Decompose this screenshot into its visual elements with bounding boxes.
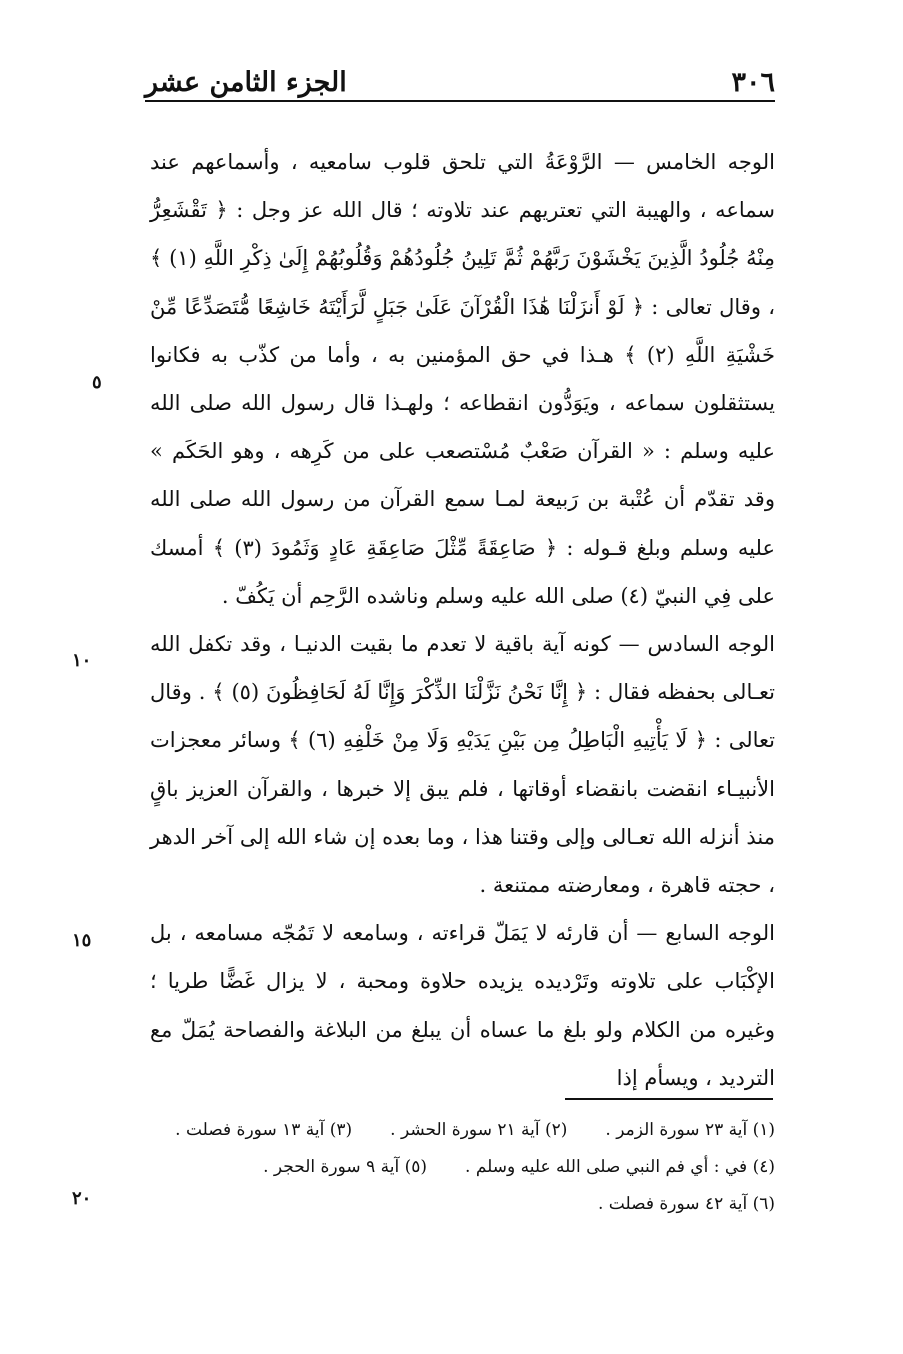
- footnote-rule: [565, 1098, 773, 1100]
- paragraph-sixth-aspect: الوجه السادس — كونه آية باقية لا تعدم ما بقيت الدنيـا ، وقد تكفل الله تعـالى بحفظه فقال : ﴿ إِنَّا نَحْنُ نَزَّلْنَا الذِّكْرَ وَإِنَّا لَهُ لَحَافِظُونَ (٥) ﴾ . وقال تعالى : ﴿ لَا يَأْتِيهِ الْبَاطِلُ مِن بَيْنِ يَدَيْهِ وَلَا مِنْ خَلْفِهِ (٦) ﴾ وسائر معجزات الأنبيـاء انقضت بانقضاء أوقاتها ، فلم يبق إلا خبرها ، والقرآن العزيز باقٍ منذ أنزله الله تعـالى وإلى وقتنا هذا ، وما بعده إن شاء الله إلى آخر الدهر ، حجته قاهرة ، ومعارضته ممتنعة .: [150, 632, 775, 898]
- footnote-row: [150, 1186, 775, 1223]
- main-text: [150, 138, 775, 1102]
- footnote-4: (٤) في : أي فم النبي صلى الله عليه وسلم .: [465, 1157, 775, 1177]
- footnote-row: [150, 1112, 775, 1149]
- running-header: [145, 58, 775, 98]
- footnote-3: (٣) آية ١٣ سورة فصلت .: [175, 1120, 353, 1140]
- paragraph-fifth-aspect: الوجه الخامس — الرَّوْعَةُ التي تلحق قلوب سامعيه ، وأسماعهم عند سماعه ، والهيبة التي تعتريهم عند تلاوته ؛ قال الله عز وجل : ﴿ تَقْشَعِرُّ مِنْهُ جُلُودُ الَّذِينَ يَخْشَوْنَ رَبَّهُمْ ثُمَّ تَلِينُ جُلُودُهُمْ وَقُلُوبُهُمْ إِلَىٰ ذِكْرِ اللَّهِ (١) ﴾ ، وقال تعالى : ﴿ لَوْ أَنزَلْنَا هَٰذَا الْقُرْآنَ عَلَىٰ جَبَلٍ لَّرَأَيْتَهُ خَاشِعًا مُّتَصَدِّعًا مِّنْ خَشْيَةِ اللَّهِ (٢) ﴾ هـذا في حق المؤمنين به ، وأما من كذّب به فكانوا يستثقلون سماعه ، ويَوَدُّون انقطاعه ؛ ولهـذا قال رسول الله صلى الله عليه وسلم : « القرآن صَعْبٌ مُسْتصعب على من كَرِهه ، وهو الحَكَم » وقد تقدّم أن عُتْبة بن رَبيعة لمـا سمع القرآن من رسول الله صلى الله عليه وسلم وبلغ قـوله : ﴿ صَاعِقَةً مِّثْلَ صَاعِقَةِ عَادٍ وَثَمُودَ (٣) ﴾ أمسك على فِي النبيّ (٤) صلى الله عليه وسلم وناشده الرَّحِم أن يَكُفّ .: [150, 150, 775, 608]
- line-number-20: ٢٠: [72, 1188, 92, 1209]
- footnote-6: (٦) آية ٤٢ سورة فصلت .: [597, 1194, 775, 1214]
- line-number-10: ١٠: [72, 650, 92, 671]
- part-title: الجزء الثامن عشر: [145, 67, 347, 98]
- page-number: ٣٠٦: [731, 67, 775, 98]
- footnotes: [150, 1112, 775, 1223]
- footnote-2: (٢) آية ٢١ سورة الحشر .: [390, 1120, 568, 1140]
- paragraph-seventh-aspect: الوجه السابع — أن قارئه لا يَمَلّ قراءته ، وسامعه لا تَمُجّه مسامعه ، بل الإكْبَاب على تلاوته وتَرْديده يزيده حلاوة ومحبة ، لا يزال غَضًّا طريا ؛ وغيره من الكلام ولو بلغ ما عساه أن يبلغ من البلاغة والفصاحة يُمَلّ مع الترديد ، ويسأم إذا: [150, 921, 775, 1090]
- line-number-15: ١٥: [72, 930, 92, 951]
- footnote-5: (٥) آية ٩ سورة الحجر .: [263, 1157, 428, 1177]
- footnote-1: (١) آية ٢٣ سورة الزمر .: [605, 1120, 775, 1140]
- line-number-5: ٥: [92, 372, 102, 393]
- header-rule: [145, 100, 775, 102]
- footnote-row: [150, 1149, 775, 1186]
